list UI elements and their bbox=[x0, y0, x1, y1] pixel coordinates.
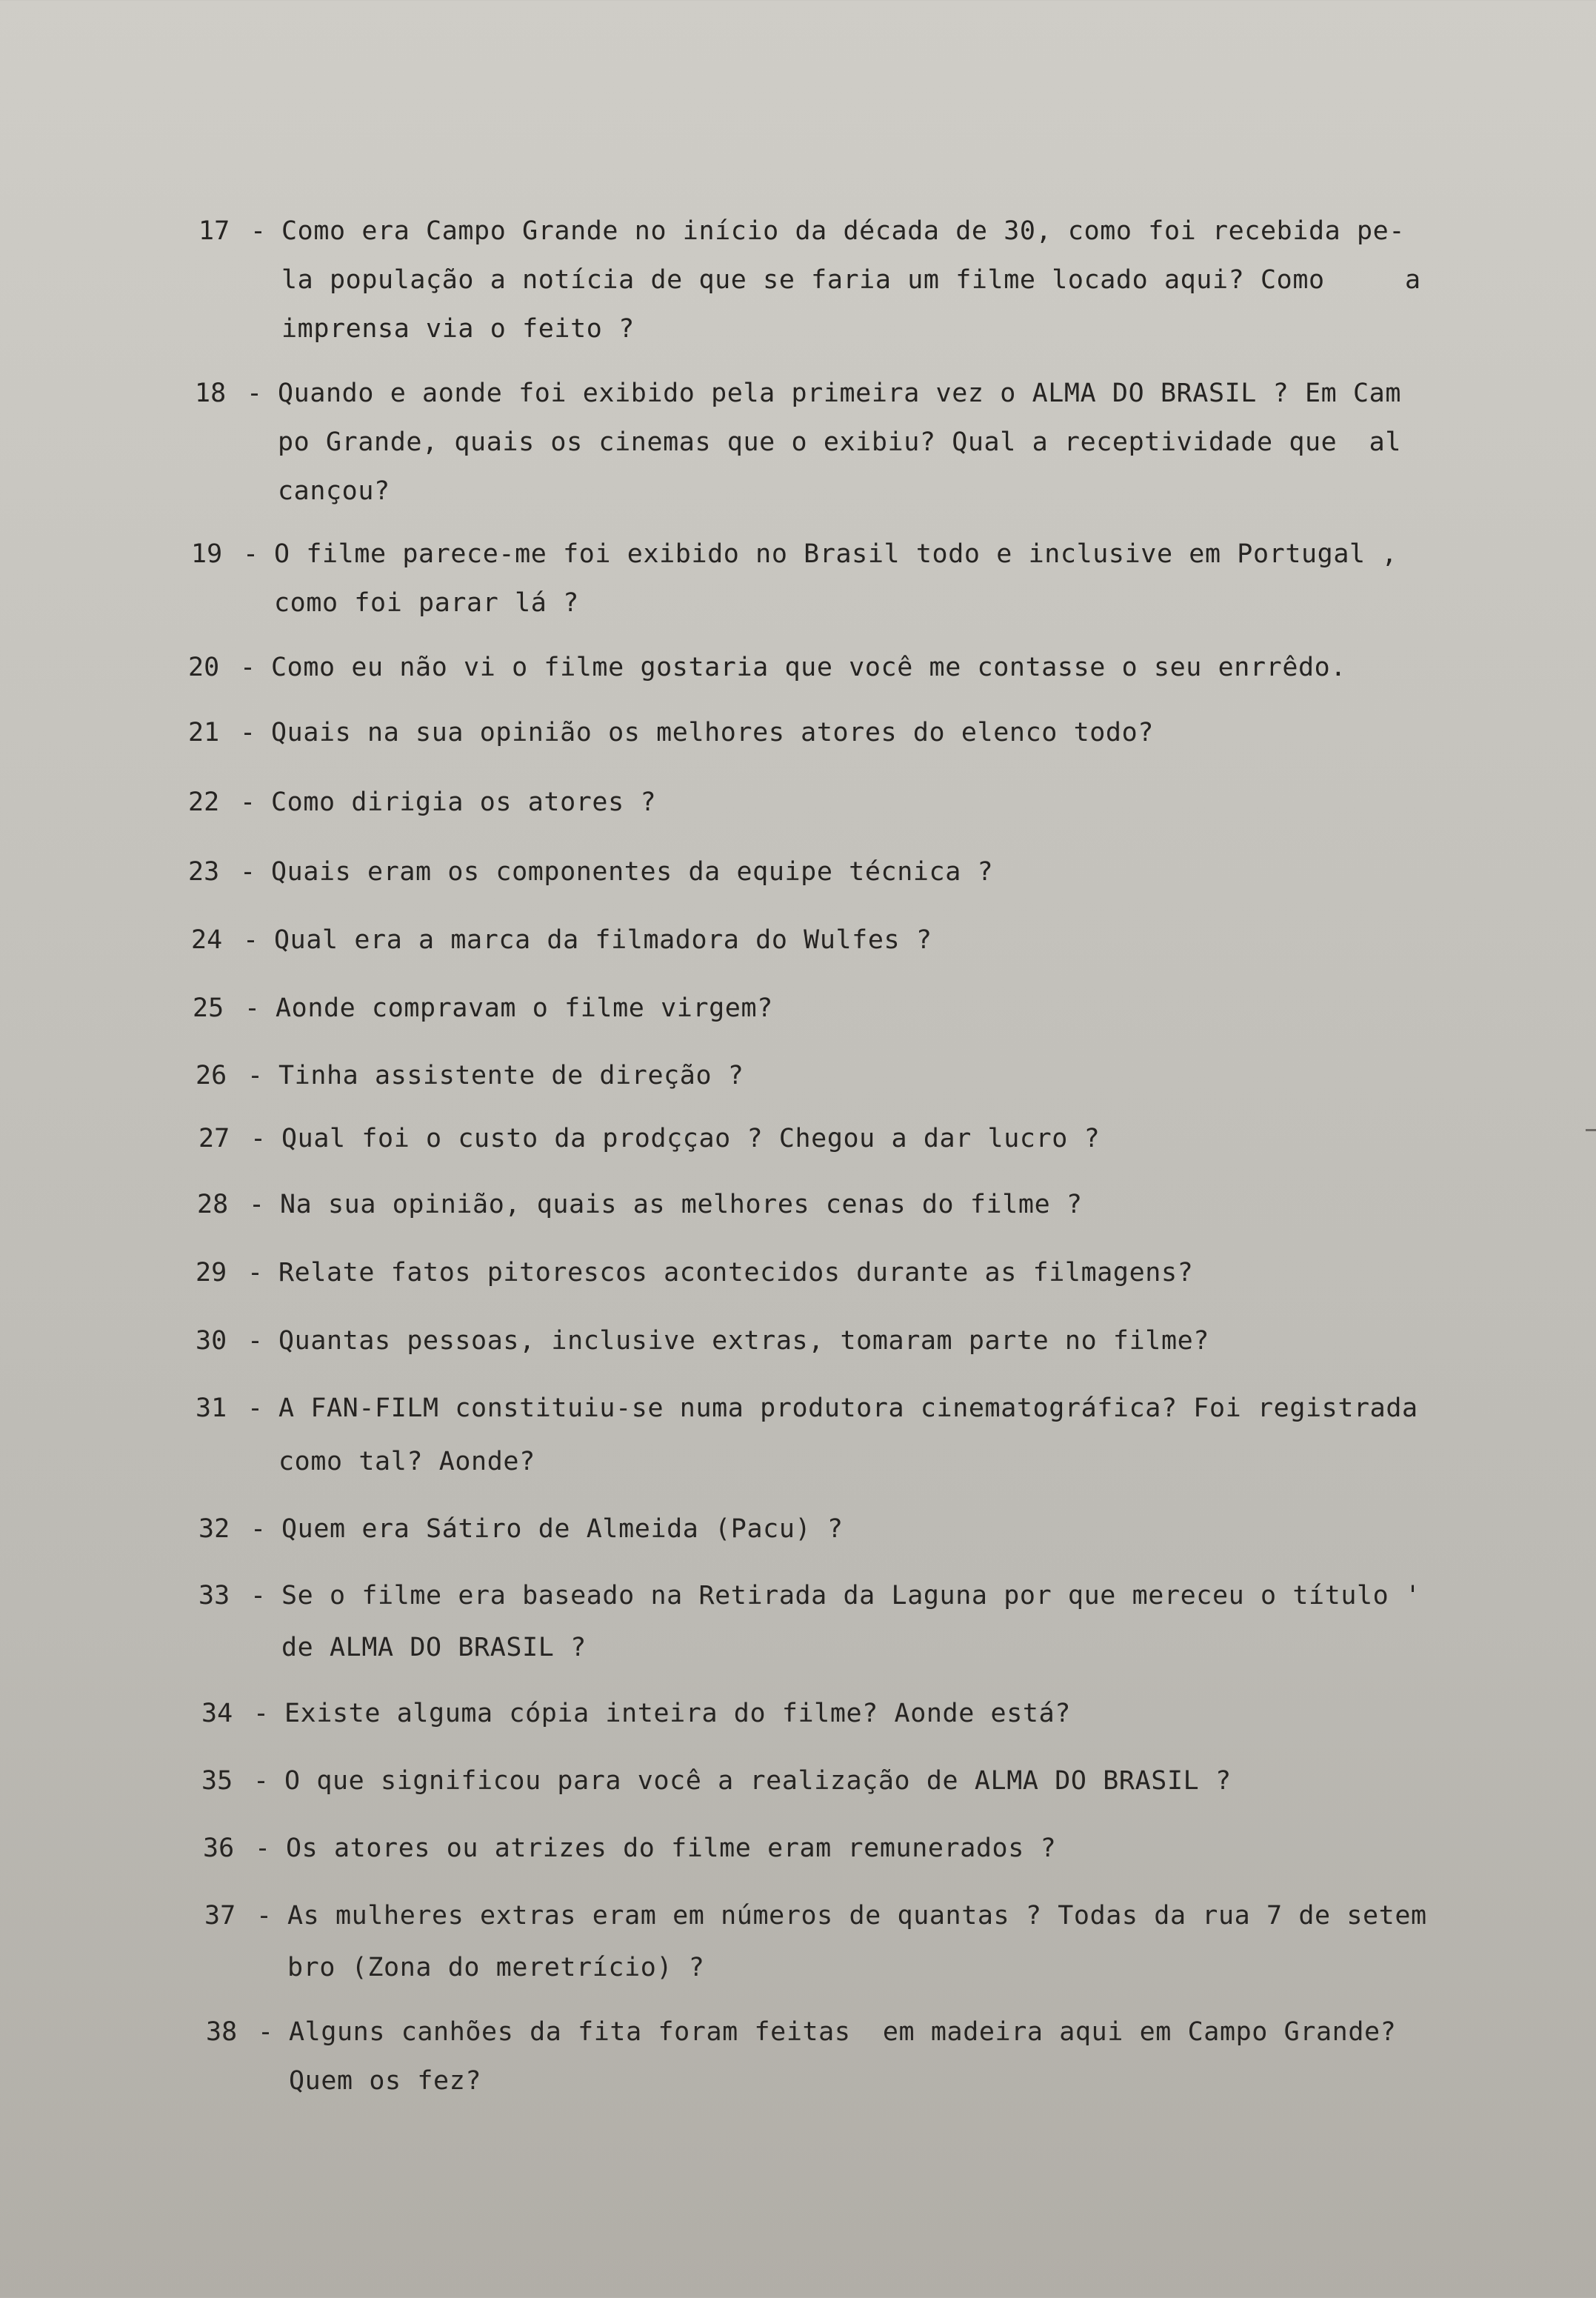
question-number: 35 bbox=[201, 1766, 233, 1796]
question-text-line: bro (Zona do meretrício) ? bbox=[287, 1953, 705, 1982]
question-text-line: la população a notícia de que se faria um filme locado aqui? Como a bbox=[281, 265, 1421, 295]
question-text-line: Quantas pessoas, inclusive extras, tomaram parte no filme? bbox=[278, 1326, 1209, 1356]
question-dash: - bbox=[247, 1258, 264, 1288]
question-text-line: Como era Campo Grande no início da década de 30, como foi recebida pe- bbox=[281, 216, 1406, 246]
question-number: 18 bbox=[195, 379, 227, 408]
question-text-line: Quando e aonde foi exibido pela primeira vez o ALMA DO BRASIL ? Em Cam bbox=[278, 379, 1402, 408]
question-dash: - bbox=[247, 1393, 264, 1423]
question-dash: - bbox=[247, 1326, 264, 1356]
question-number: 24 bbox=[191, 925, 223, 955]
question-text-line: imprensa via o feito ? bbox=[281, 314, 635, 344]
question-number: 20 bbox=[188, 653, 220, 682]
question-text-line: po Grande, quais os cinemas que o exibiu? Qual a receptividade que al bbox=[278, 427, 1402, 457]
question-dash: - bbox=[250, 1124, 267, 1153]
question-number: 27 bbox=[198, 1124, 230, 1153]
question-dash: - bbox=[256, 1901, 273, 1931]
question-text-line: Relate fatos pitorescos acontecidos durante as filmagens? bbox=[278, 1258, 1194, 1288]
question-dash: - bbox=[243, 925, 259, 955]
question-text-line: Qual foi o custo da prodççao ? Chegou a dar lucro ? bbox=[281, 1124, 1101, 1153]
question-text-line: Quais eram os componentes da equipe técnica ? bbox=[271, 857, 994, 887]
question-text-line: de ALMA DO BRASIL ? bbox=[281, 1633, 587, 1662]
question-text-line: Quem era Sátiro de Almeida (Pacu) ? bbox=[281, 1514, 844, 1544]
question-text-line: Quem os fez? bbox=[289, 2066, 482, 2096]
paper-edge-mark bbox=[1586, 1129, 1596, 1131]
question-dash: - bbox=[240, 653, 256, 682]
question-dash: - bbox=[244, 993, 261, 1023]
question-number: 23 bbox=[188, 857, 220, 887]
question-text-line: O que significou para você a realização de ALMA DO BRASIL ? bbox=[284, 1766, 1232, 1796]
question-number: 26 bbox=[196, 1061, 227, 1090]
question-text-line: Se o filme era baseado na Retirada da Laguna por que mereceu o título ' bbox=[281, 1581, 1421, 1611]
question-dash: - bbox=[249, 1190, 265, 1219]
question-text-line: cançou? bbox=[278, 476, 390, 506]
question-dash: - bbox=[258, 2017, 274, 2047]
question-text-line: como foi parar lá ? bbox=[274, 588, 579, 618]
question-dash: - bbox=[247, 1061, 264, 1090]
question-dash: - bbox=[240, 787, 256, 817]
question-number: 30 bbox=[196, 1326, 227, 1356]
question-number: 38 bbox=[206, 2017, 238, 2047]
question-dash: - bbox=[250, 1581, 267, 1611]
question-text-line: Na sua opinião, quais as melhores cenas do filme ? bbox=[280, 1190, 1083, 1219]
question-number: 37 bbox=[204, 1901, 236, 1931]
question-dash: - bbox=[253, 1699, 270, 1728]
question-number: 21 bbox=[188, 718, 220, 747]
question-text-line: A FAN-FILM constituiu-se numa produtora cinematográfica? Foi registrada bbox=[278, 1393, 1418, 1423]
question-text-line: Existe alguma cópia inteira do filme? Aonde está? bbox=[284, 1699, 1071, 1728]
question-number: 17 bbox=[198, 216, 230, 246]
question-text-line: O filme parece-me foi exibido no Brasil todo e inclusive em Portugal , bbox=[274, 539, 1398, 569]
question-text-line: Tinha assistente de direção ? bbox=[278, 1061, 744, 1090]
question-number: 28 bbox=[197, 1190, 229, 1219]
question-number: 31 bbox=[196, 1393, 227, 1423]
question-text-line: Como dirigia os atores ? bbox=[271, 787, 657, 817]
question-dash: - bbox=[243, 539, 259, 569]
question-number: 25 bbox=[193, 993, 224, 1023]
question-number: 36 bbox=[203, 1834, 235, 1863]
question-number: 33 bbox=[198, 1581, 230, 1611]
question-number: 19 bbox=[191, 539, 223, 569]
question-number: 34 bbox=[201, 1699, 233, 1728]
question-number: 32 bbox=[198, 1514, 230, 1544]
question-text-line: Quais na sua opinião os melhores atores do elenco todo? bbox=[271, 718, 1154, 747]
question-dash: - bbox=[250, 1514, 267, 1544]
question-number: 29 bbox=[196, 1258, 227, 1288]
question-text-line: Alguns canhões da fita foram feitas em madeira aqui em Campo Grande? bbox=[289, 2017, 1397, 2047]
question-dash: - bbox=[253, 1766, 270, 1796]
question-dash: - bbox=[240, 718, 256, 747]
question-dash: - bbox=[255, 1834, 271, 1863]
question-text-line: Como eu não vi o filme gostaria que você me contasse o seu enrrêdo. bbox=[271, 653, 1347, 682]
question-text-line: Os atores ou atrizes do filme eram remunerados ? bbox=[286, 1834, 1057, 1863]
question-dash: - bbox=[250, 216, 267, 246]
question-dash: - bbox=[240, 857, 256, 887]
question-text-line: Aonde compravam o filme virgem? bbox=[276, 993, 773, 1023]
question-dash: - bbox=[247, 379, 263, 408]
question-text-line: As mulheres extras eram em números de quantas ? Todas da rua 7 de setem bbox=[287, 1901, 1427, 1931]
question-text-line: como tal? Aonde? bbox=[278, 1447, 535, 1476]
question-number: 22 bbox=[188, 787, 220, 817]
question-text-line: Qual era a marca da filmadora do Wulfes ? bbox=[274, 925, 932, 955]
